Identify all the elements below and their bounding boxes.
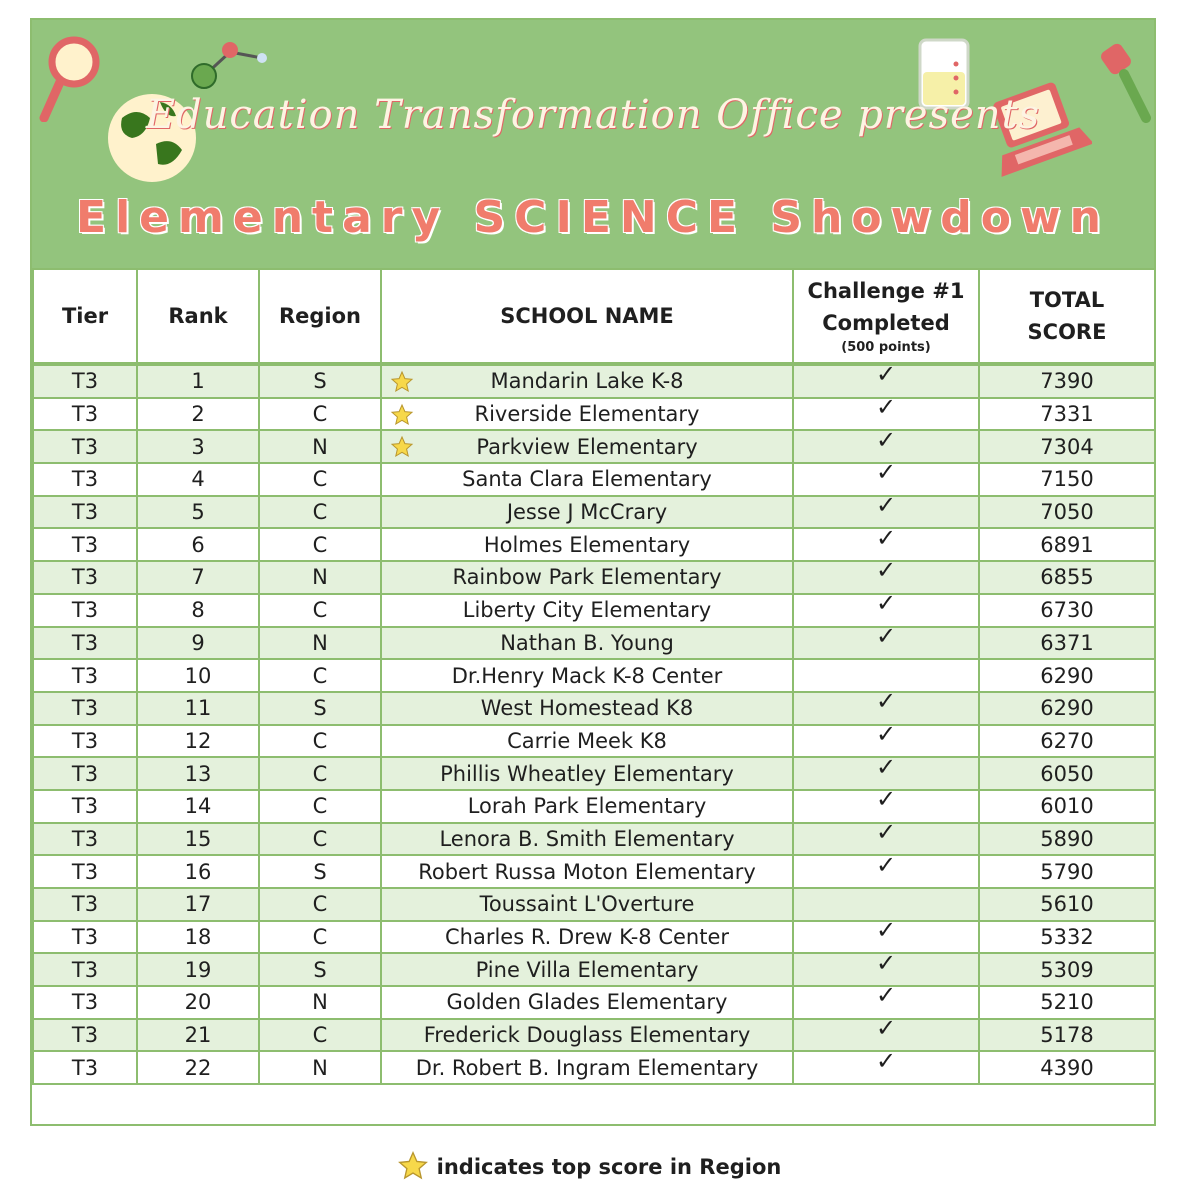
cell-school-name-text: Mandarin Lake K-8 (490, 369, 684, 394)
cell-rank (137, 823, 259, 856)
cell-total-score-text: 5890 (1040, 826, 1094, 851)
cell-total-score (979, 1019, 1155, 1052)
cell-rank-text: 2 (191, 402, 205, 427)
cell-school-name (381, 659, 793, 692)
cell-school-name (381, 496, 793, 529)
cell-rank-text: 11 (184, 696, 212, 721)
table-row (33, 1051, 1155, 1084)
cell-region-text: C (312, 925, 328, 950)
cell-total-score-text: 7304 (1040, 434, 1094, 459)
cell-tier-text: T3 (71, 598, 99, 623)
table-row (33, 627, 1155, 660)
cell-region (259, 430, 381, 463)
cell-tier (33, 496, 137, 529)
cell-total-score (979, 725, 1155, 758)
cell-tier (33, 659, 137, 692)
cell-total-score-text: 7150 (1040, 467, 1094, 492)
cell-school-name-text: Riverside Elementary (474, 402, 700, 427)
cell-rank-text: 4 (191, 467, 205, 492)
check-icon: ✓ (875, 1046, 897, 1075)
check-icon: ✓ (875, 817, 897, 846)
cell-school-name-text: Nathan B. Young (500, 630, 674, 655)
cell-rank (137, 855, 259, 888)
cell-region (259, 398, 381, 431)
cell-total-score (979, 888, 1155, 921)
cell-tier-text: T3 (71, 1023, 99, 1048)
cell-region-text: C (312, 728, 328, 753)
cell-region (259, 921, 381, 954)
cell-rank-text: 8 (191, 598, 205, 623)
cell-tier (33, 528, 137, 561)
showdown-frame (30, 18, 1156, 1126)
check-icon: ✓ (875, 491, 897, 520)
cell-challenge-completed (793, 850, 979, 888)
cell-school-name-text: Robert Russa Moton Elementary (418, 859, 756, 884)
cell-school-name (381, 692, 793, 725)
cell-total-score-text: 5610 (1040, 892, 1094, 917)
cell-rank (137, 1051, 259, 1084)
header-region: Region (259, 269, 381, 364)
cell-region-text: N (312, 630, 328, 655)
cell-total-score-text: 5790 (1040, 859, 1094, 884)
cell-region-text: S (313, 696, 327, 721)
cell-region (259, 594, 381, 627)
cell-rank-text: 22 (184, 1055, 212, 1080)
table-row (33, 986, 1155, 1019)
cell-school-name-text: Lorah Park Elementary (467, 794, 707, 819)
cell-total-score (979, 790, 1155, 823)
cell-school-name (381, 986, 793, 1019)
cell-rank-text: 21 (184, 1023, 212, 1048)
cell-school-name-text: Charles R. Drew K-8 Center (444, 925, 729, 950)
cell-school-name (381, 921, 793, 954)
cell-total-score (979, 823, 1155, 856)
check-icon: ✓ (875, 556, 897, 585)
cell-tier (33, 561, 137, 594)
cell-total-score-text: 5178 (1040, 1023, 1094, 1048)
table-row (33, 430, 1155, 463)
scoreboard-table (32, 268, 1156, 1085)
cell-school-name (381, 463, 793, 496)
check-icon: ✓ (875, 981, 897, 1010)
cell-rank (137, 725, 259, 758)
cell-tier-text: T3 (71, 1055, 99, 1080)
check-icon: ✓ (875, 850, 897, 879)
cell-tier-text: T3 (71, 826, 99, 851)
cell-region (259, 496, 381, 529)
cell-region-text: S (313, 957, 327, 982)
header-total-line2: SCORE (1027, 320, 1107, 344)
cell-region-text: S (313, 369, 327, 394)
cell-school-name (381, 594, 793, 627)
legend (0, 1150, 1178, 1182)
cell-total-score (979, 430, 1155, 463)
table-row (33, 528, 1155, 561)
cell-tier (33, 921, 137, 954)
cell-rank-text: 17 (184, 892, 212, 917)
cell-region-text: C (312, 1023, 328, 1048)
cell-tier-text: T3 (71, 859, 99, 884)
cell-tier (33, 692, 137, 725)
table-row (33, 561, 1155, 594)
header-total-score (979, 269, 1155, 364)
check-icon: ✓ (875, 785, 897, 814)
cell-rank (137, 627, 259, 660)
cell-tier (33, 855, 137, 888)
cell-total-score-text: 6270 (1040, 728, 1094, 753)
cell-region (259, 953, 381, 986)
cell-tier-text: T3 (71, 630, 99, 655)
cell-total-score (979, 659, 1155, 692)
cell-school-name-text: Frederick Douglass Elementary (423, 1023, 751, 1048)
cell-tier (33, 1019, 137, 1052)
cell-total-score (979, 364, 1155, 398)
cell-tier-text: T3 (71, 467, 99, 492)
cell-school-name-text: West Homestead K8 (480, 696, 694, 721)
check-icon: ✓ (875, 523, 897, 552)
cell-region (259, 692, 381, 725)
cell-school-name-text: Jesse J McCrary (506, 500, 668, 525)
cell-region-text: N (312, 1055, 328, 1080)
table-row (33, 1019, 1155, 1052)
cell-school-name (381, 528, 793, 561)
table-row (33, 496, 1155, 529)
cell-region (259, 855, 381, 888)
check-icon: ✓ (875, 360, 897, 389)
table-row (33, 725, 1155, 758)
cell-total-score (979, 921, 1155, 954)
legend-text: indicates top score in Region (436, 1155, 782, 1179)
cell-total-score-text: 6050 (1040, 761, 1094, 786)
cell-total-score (979, 561, 1155, 594)
check-icon: ✓ (875, 916, 897, 945)
cell-region-text: C (312, 761, 328, 786)
cell-challenge-completed (793, 621, 979, 660)
table-row (33, 953, 1155, 986)
cell-region-text: C (312, 532, 328, 557)
cell-rank-text: 19 (184, 957, 212, 982)
cell-region (259, 659, 381, 692)
cell-total-score (979, 463, 1155, 496)
cell-tier-text: T3 (71, 990, 99, 1015)
cell-school-name-text: Lenora B. Smith Elementary (439, 826, 735, 851)
cell-rank (137, 953, 259, 986)
cell-school-name (381, 757, 793, 790)
cell-school-name (381, 953, 793, 986)
cell-total-score-text: 6855 (1040, 565, 1094, 590)
cell-total-score-text: 7331 (1040, 402, 1094, 427)
cell-rank-text: 3 (191, 434, 205, 459)
cell-school-name-text: Toussaint L'Overture (479, 892, 695, 917)
cell-school-name (381, 855, 793, 888)
cell-tier (33, 627, 137, 660)
table-row (33, 921, 1155, 954)
cell-tier (33, 364, 137, 398)
cell-total-score-text: 6371 (1040, 630, 1094, 655)
cell-tier (33, 823, 137, 856)
check-icon: ✓ (875, 393, 897, 422)
table-row (33, 855, 1155, 888)
header-banner (32, 20, 1154, 268)
cell-rank-text: 6 (191, 532, 205, 557)
cell-region (259, 823, 381, 856)
cell-region-text: C (312, 794, 328, 819)
cell-total-score (979, 1051, 1155, 1084)
header-school-name: SCHOOL NAME (381, 269, 793, 364)
cell-tier (33, 725, 137, 758)
cell-region (259, 725, 381, 758)
star-icon (390, 370, 414, 394)
header-total-line1: TOTAL (1029, 288, 1105, 312)
cell-total-score-text: 5332 (1040, 925, 1094, 950)
cell-region-text: C (312, 826, 328, 851)
cell-total-score-text: 6290 (1040, 696, 1094, 721)
cell-challenge-completed (793, 1046, 979, 1084)
check-icon: ✓ (875, 687, 897, 716)
cell-rank (137, 757, 259, 790)
cell-school-name-text: Parkview Elementary (476, 434, 698, 459)
cell-total-score (979, 855, 1155, 888)
cell-school-name (381, 1019, 793, 1052)
check-icon: ✓ (875, 425, 897, 454)
cell-rank (137, 430, 259, 463)
cell-tier-text: T3 (71, 532, 99, 557)
header-challenge-line1: Challenge #1 (807, 279, 965, 303)
cell-school-name (381, 888, 793, 921)
cell-rank-text: 18 (184, 925, 212, 950)
cell-total-score-text: 6290 (1040, 663, 1094, 688)
cell-rank (137, 921, 259, 954)
cell-rank-text: 5 (191, 500, 205, 525)
cell-rank (137, 561, 259, 594)
cell-tier (33, 757, 137, 790)
cell-school-name-text: Santa Clara Elementary (462, 467, 712, 492)
cell-tier-text: T3 (71, 663, 99, 688)
cell-total-score (979, 398, 1155, 431)
cell-tier-text: T3 (71, 925, 99, 950)
cell-region-text: N (312, 434, 328, 459)
cell-total-score-text: 5309 (1040, 957, 1094, 982)
cell-region (259, 627, 381, 660)
cell-rank (137, 496, 259, 529)
cell-school-name (381, 725, 793, 758)
cell-total-score (979, 986, 1155, 1019)
table-row (33, 790, 1155, 823)
cell-tier (33, 1051, 137, 1084)
cell-school-name (381, 823, 793, 856)
cell-region (259, 364, 381, 398)
check-icon: ✓ (875, 589, 897, 618)
cell-rank (137, 463, 259, 496)
cell-region-text: C (312, 598, 328, 623)
table-row (33, 594, 1155, 627)
header-tier: Tier (33, 269, 137, 364)
header-challenge (793, 269, 979, 364)
table-row (33, 364, 1155, 398)
cell-region (259, 757, 381, 790)
cell-region-text: S (313, 859, 327, 884)
cell-rank-text: 16 (184, 859, 212, 884)
cell-school-name (381, 398, 793, 431)
cell-tier-text: T3 (71, 434, 99, 459)
cell-region-text: C (312, 892, 328, 917)
cell-region (259, 561, 381, 594)
cell-total-score-text: 6891 (1040, 532, 1094, 557)
cell-school-name (381, 430, 793, 463)
cell-rank (137, 528, 259, 561)
cell-school-name-text: Rainbow Park Elementary (452, 565, 722, 590)
cell-tier (33, 986, 137, 1019)
cell-tier-text: T3 (71, 892, 99, 917)
cell-region (259, 1019, 381, 1052)
check-icon: ✓ (875, 621, 897, 650)
cell-region-text: C (312, 663, 328, 688)
cell-rank-text: 10 (184, 663, 212, 688)
cell-total-score (979, 757, 1155, 790)
cell-school-name-text: Dr. Robert B. Ingram Elementary (415, 1055, 759, 1080)
cell-rank (137, 659, 259, 692)
cell-tier-text: T3 (71, 500, 99, 525)
cell-rank (137, 1019, 259, 1052)
cell-tier-text: T3 (71, 728, 99, 753)
cell-rank (137, 790, 259, 823)
cell-rank-text: 13 (184, 761, 212, 786)
cell-total-score (979, 953, 1155, 986)
cell-total-score-text: 7390 (1040, 369, 1094, 394)
cell-region-text: C (312, 467, 328, 492)
cell-rank (137, 398, 259, 431)
cell-region (259, 463, 381, 496)
check-icon: ✓ (875, 458, 897, 487)
cell-tier-text: T3 (71, 565, 99, 590)
cell-school-name (381, 1051, 793, 1084)
cell-tier (33, 430, 137, 463)
cell-tier-text: T3 (71, 761, 99, 786)
cell-rank (137, 986, 259, 1019)
cell-total-score-text: 6730 (1040, 598, 1094, 623)
cell-total-score-text: 5210 (1040, 990, 1094, 1015)
cell-region (259, 888, 381, 921)
table-row (33, 823, 1155, 856)
table-body (33, 360, 1155, 1084)
cell-school-name (381, 790, 793, 823)
cell-region (259, 986, 381, 1019)
cell-total-score-text: 4390 (1040, 1055, 1094, 1080)
table-row (33, 463, 1155, 496)
cell-tier (33, 888, 137, 921)
cell-region (259, 790, 381, 823)
table-row (33, 659, 1155, 692)
cell-region-text: C (312, 402, 328, 427)
table-row (33, 888, 1155, 921)
star-icon (397, 1150, 429, 1182)
cell-region-text: C (312, 500, 328, 525)
cell-rank-text: 15 (184, 826, 212, 851)
cell-rank-text: 14 (184, 794, 212, 819)
cell-total-score-text: 7050 (1040, 500, 1094, 525)
cell-rank-text: 12 (184, 728, 212, 753)
cell-total-score (979, 528, 1155, 561)
cell-total-score (979, 594, 1155, 627)
check-icon: ✓ (875, 752, 897, 781)
cell-tier (33, 953, 137, 986)
cell-region (259, 528, 381, 561)
header-rank: Rank (137, 269, 259, 364)
cell-region-text: N (312, 565, 328, 590)
cell-school-name (381, 627, 793, 660)
cell-tier-text: T3 (71, 402, 99, 427)
cell-region-text: N (312, 990, 328, 1015)
cell-school-name-text: Holmes Elementary (483, 532, 691, 557)
cell-tier (33, 463, 137, 496)
cell-rank (137, 888, 259, 921)
cell-school-name-text: Phillis Wheatley Elementary (440, 761, 734, 786)
header-challenge-line2: Completed (822, 311, 950, 335)
cell-rank (137, 364, 259, 398)
cell-rank-text: 20 (184, 990, 212, 1015)
cell-tier-text: T3 (71, 957, 99, 982)
cell-school-name-text: Dr.Henry Mack K-8 Center (451, 663, 723, 688)
table-row (33, 398, 1155, 431)
molecule-icon (182, 36, 272, 96)
check-icon: ✓ (875, 948, 897, 977)
header-challenge-points: (500 points) (841, 340, 931, 355)
event-title: Elementary SCIENCE Showdown (76, 192, 1110, 243)
check-icon: ✓ (875, 719, 897, 748)
cell-school-name-text: Pine Villa Elementary (475, 957, 699, 982)
cell-tier-text: T3 (71, 696, 99, 721)
cell-total-score (979, 627, 1155, 660)
star-icon (390, 435, 414, 459)
cell-total-score-text: 6010 (1040, 794, 1094, 819)
table-row (33, 692, 1155, 725)
cell-rank (137, 594, 259, 627)
cell-tier-text: T3 (71, 794, 99, 819)
check-icon: ✓ (875, 1014, 897, 1043)
cell-region (259, 1051, 381, 1084)
cell-rank-text: 9 (191, 630, 205, 655)
cell-tier (33, 594, 137, 627)
cell-rank-text: 1 (191, 369, 205, 394)
cell-school-name-text: Carrie Meek K8 (507, 728, 667, 753)
cell-tier-text: T3 (71, 369, 99, 394)
cell-tier (33, 790, 137, 823)
cell-rank-text: 7 (191, 565, 205, 590)
cell-school-name (381, 364, 793, 398)
cell-school-name (381, 561, 793, 594)
cell-total-score (979, 496, 1155, 529)
table-row (33, 757, 1155, 790)
star-icon (390, 403, 414, 427)
presenter-text: Education Transformation Office presents (145, 92, 1041, 138)
header-row (33, 269, 1155, 364)
cell-tier (33, 398, 137, 431)
cell-school-name-text: Golden Glades Elementary (446, 990, 728, 1015)
cell-total-score (979, 692, 1155, 725)
cell-school-name-text: Liberty City Elementary (462, 598, 712, 623)
cell-rank (137, 692, 259, 725)
